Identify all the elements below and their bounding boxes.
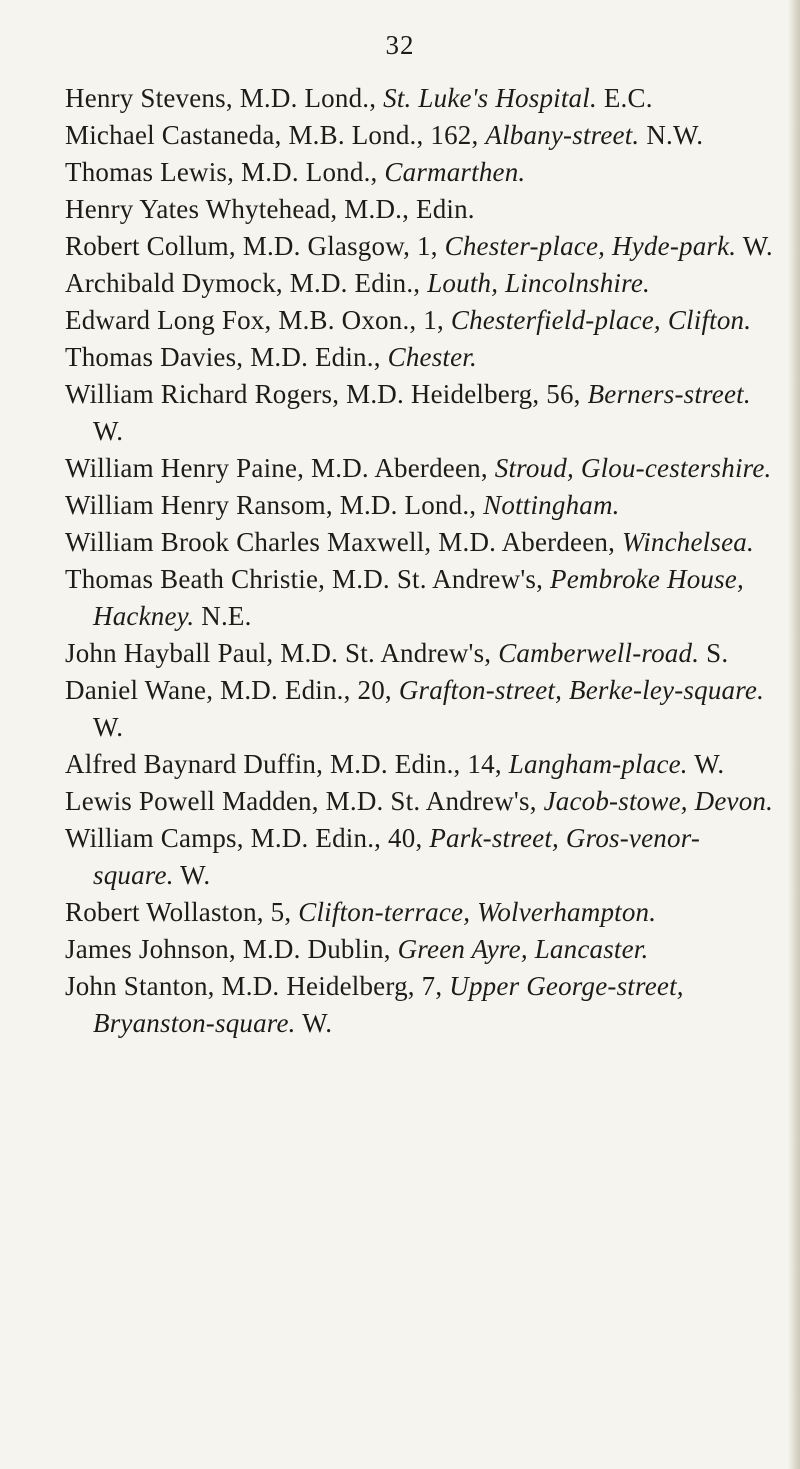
list-entry: [65, 265, 780, 302]
list-entry: [65, 931, 780, 968]
entry-name: Daniel Wane, M.D. Edin., 20,: [65, 675, 399, 705]
list-entry: [65, 228, 780, 265]
entry-address: Chester-place, Hyde-park.: [444, 231, 737, 261]
entry-postal-district: S.: [699, 638, 729, 668]
entry-list: [65, 80, 780, 1042]
list-entry: [65, 968, 780, 1042]
list-entry: [65, 672, 780, 746]
entry-postal-district: W.: [687, 749, 725, 779]
list-entry: [65, 376, 780, 450]
entry-name: William Brook Charles Maxwell, M.D. Aberdeen,: [65, 527, 623, 557]
entry-name: James Johnson, M.D. Dublin,: [65, 934, 398, 964]
entry-postal-district: W.: [736, 231, 773, 261]
entry-name: William Camps, M.D. Edin., 40,: [65, 823, 430, 853]
list-entry: [65, 561, 780, 635]
entry-name: Edward Long Fox, M.B. Oxon., 1,: [65, 305, 451, 335]
entry-name: Michael Castaneda, M.B. Lond., 162,: [65, 120, 486, 150]
entry-address: Chesterfield-place, Clifton.: [450, 305, 752, 335]
entry-address: Albany-street.: [485, 120, 640, 150]
entry-name: John Stanton, M.D. Heidelberg, 7,: [65, 971, 450, 1001]
entry-name: Henry Stevens, M.D. Lond.,: [65, 83, 384, 113]
entry-name: Lewis Powell Madden, M.D. St. Andrew's,: [65, 786, 544, 816]
entry-name: Robert Wollaston, 5,: [65, 897, 299, 927]
list-entry: [65, 339, 780, 376]
list-entry: [65, 524, 780, 561]
entry-address: Carmarthen.: [384, 157, 526, 187]
entry-address: Pembroke House, Hackney.: [93, 564, 744, 631]
list-entry: [65, 191, 780, 228]
entry-postal-district: N.E.: [194, 601, 252, 631]
entry-postal-district: E.C.: [596, 83, 653, 113]
entry-address: Clifton-terrace, Wolverhampton.: [298, 897, 657, 927]
entry-address: Green Ayre, Lancaster.: [397, 934, 649, 964]
entry-address: Upper George-street, Bryanston-square.: [93, 971, 684, 1038]
entry-name: Alfred Baynard Duffin, M.D. Edin., 14,: [65, 749, 509, 779]
entry-address: Nottingham.: [483, 490, 620, 520]
entry-postal-district: W.: [93, 712, 124, 742]
entry-name: John Hayball Paul, M.D. St. Andrew's,: [65, 638, 499, 668]
entry-address: Park-street, Gros-venor-square.: [93, 823, 701, 890]
entry-address: St. Luke's Hospital.: [383, 83, 597, 113]
page-edge-shadow: [788, 0, 800, 1469]
entry-name: Henry Yates Whytehead, M.D., Edin.: [65, 194, 475, 224]
entry-postal-district: W.: [173, 860, 211, 890]
entry-name: Thomas Davies, M.D. Edin.,: [65, 342, 388, 372]
entry-address: Chester.: [387, 342, 477, 372]
list-entry: [65, 820, 780, 894]
entry-name: Thomas Lewis, M.D. Lond.,: [65, 157, 385, 187]
entry-name: Archibald Dymock, M.D. Edin.,: [65, 268, 428, 298]
list-entry: [65, 894, 780, 931]
entry-name: Robert Collum, M.D. Glasgow, 1,: [65, 231, 445, 261]
entry-address: Stroud, Glou-cestershire.: [494, 453, 772, 483]
entry-address: Louth, Lincolnshire.: [427, 268, 650, 298]
list-entry: [65, 783, 780, 820]
entry-address: Grafton-street, Berke-ley-square.: [398, 675, 765, 705]
entry-address: Winchelsea.: [622, 527, 754, 557]
entry-name: Thomas Beath Christie, M.D. St. Andrew's,: [65, 564, 550, 594]
page-number: 32: [385, 30, 415, 60]
list-entry: [65, 450, 780, 487]
list-entry: [65, 154, 780, 191]
list-entry: [65, 117, 780, 154]
list-entry: [65, 80, 780, 117]
entry-postal-district: W.: [93, 416, 124, 446]
entry-name: William Henry Ransom, M.D. Lond.,: [65, 490, 484, 520]
list-entry: [65, 302, 780, 339]
entry-address: Berners-street.: [587, 379, 751, 409]
list-entry: [65, 746, 780, 783]
entry-name: William Richard Rogers, M.D. Heidelberg, 56,: [65, 379, 588, 409]
entry-postal-district: W.: [295, 1008, 333, 1038]
entry-address: Jacob-stowe, Devon.: [543, 786, 774, 816]
entry-address: Camberwell-road.: [498, 638, 700, 668]
entry-postal-district: N.W.: [639, 120, 704, 150]
entry-address: Langham-place.: [508, 749, 688, 779]
list-entry: [65, 635, 780, 672]
list-entry: [65, 487, 780, 524]
entry-name: William Henry Paine, M.D. Aberdeen,: [65, 453, 495, 483]
